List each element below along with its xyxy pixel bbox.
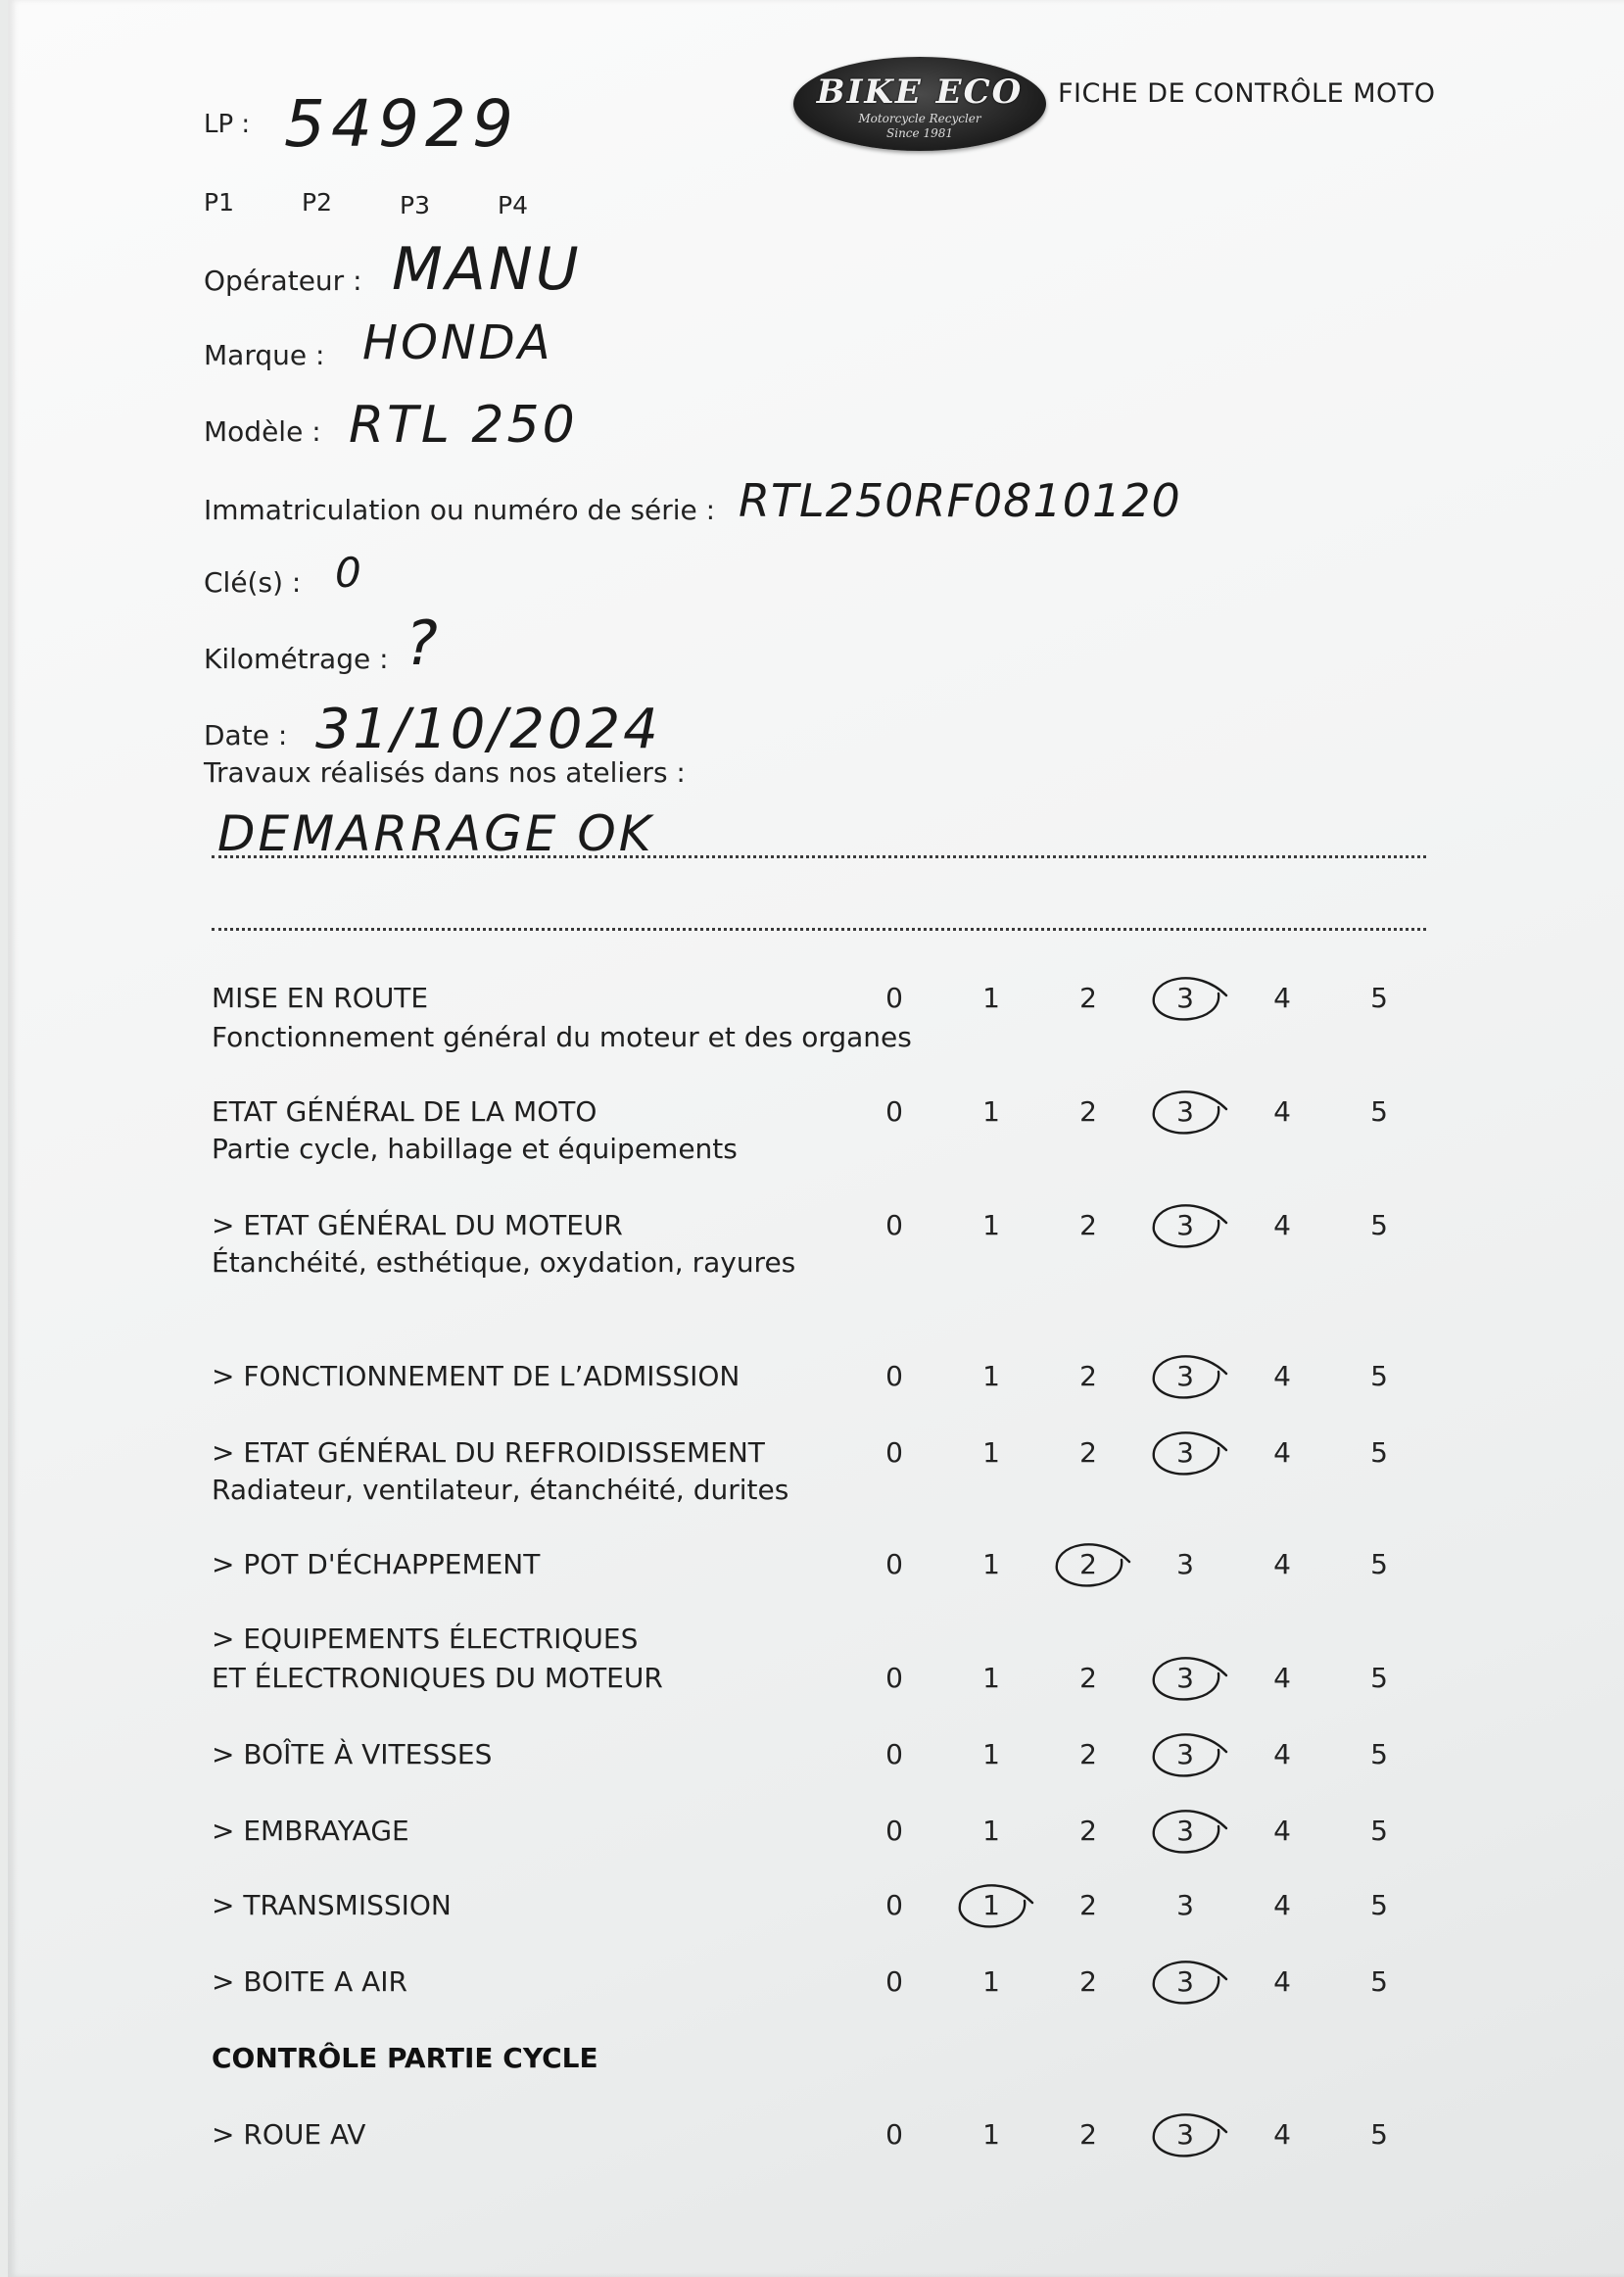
score-item-10-3: 3	[1176, 1965, 1194, 1998]
score-item-0-5: 5	[1370, 982, 1388, 1014]
score-item-2-4: 4	[1273, 1209, 1291, 1241]
score-item-10-4: 4	[1273, 1965, 1291, 1998]
marque-value: HONDA	[362, 315, 553, 370]
score-item-9-1: 1	[982, 1889, 1000, 1921]
score-item-0-2: 2	[1079, 982, 1097, 1014]
item-title-embrayage: > EMBRAYAGE	[212, 1815, 409, 1847]
date-label: Date :	[204, 719, 288, 751]
score-item-7-2: 2	[1079, 1738, 1097, 1770]
score-item-8-1: 1	[982, 1815, 1000, 1847]
score-item-9-3: 3	[1176, 1889, 1194, 1921]
marque-label: Marque :	[204, 339, 325, 371]
kilometrage-value: ?	[406, 607, 441, 679]
score-item-4-1: 1	[982, 1436, 1000, 1469]
score-item-6-2: 2	[1079, 1662, 1097, 1694]
score-item-5-1: 1	[982, 1548, 1000, 1580]
score-item-2-1: 1	[982, 1209, 1000, 1241]
position-p4: P4	[498, 191, 528, 219]
score-item-3-2: 2	[1079, 1360, 1097, 1392]
score-item-8-0: 0	[885, 1815, 903, 1847]
score-cycle-0-4: 4	[1273, 2118, 1291, 2151]
date-value: 31/10/2024	[315, 698, 661, 761]
score-item-6-0: 0	[885, 1662, 903, 1694]
score-item-3-0: 0	[885, 1360, 903, 1392]
score-item-7-4: 4	[1273, 1738, 1291, 1770]
score-item-9-5: 5	[1370, 1889, 1388, 1921]
bike-eco-logo	[793, 57, 1046, 151]
position-p1: P1	[204, 188, 234, 217]
score-item-1-0: 0	[885, 1095, 903, 1128]
score-item-4-2: 2	[1079, 1436, 1097, 1469]
score-item-3-1: 1	[982, 1360, 1000, 1392]
logo-since: Since 1981	[886, 126, 953, 140]
score-item-6-5: 5	[1370, 1662, 1388, 1694]
modele-value: RTL 250	[349, 396, 578, 455]
operateur-label: Opérateur :	[204, 265, 362, 297]
item-sub-refroidissement: Radiateur, ventilateur, étanchéité, durites	[212, 1474, 789, 1506]
form-sheet	[8, 0, 1624, 2277]
score-cycle-0-1: 1	[982, 2118, 1000, 2151]
cles-label: Clé(s) :	[204, 566, 302, 599]
score-item-2-5: 5	[1370, 1209, 1388, 1241]
travaux-label: Travaux réalisés dans nos ateliers :	[204, 756, 686, 789]
item-title-roue-av: > ROUE AV	[212, 2118, 366, 2151]
item-title-mise-en-route: MISE EN ROUTE	[212, 982, 429, 1014]
item-sub-mise-en-route: Fonctionnement général du moteur et des organes	[212, 1021, 912, 1053]
score-item-2-3: 3	[1176, 1209, 1194, 1241]
score-item-2-0: 0	[885, 1209, 903, 1241]
immat-value: RTL250RF0810120	[739, 474, 1181, 527]
score-item-8-5: 5	[1370, 1815, 1388, 1847]
dotted-line-1	[212, 855, 1426, 858]
modele-label: Modèle :	[204, 415, 321, 448]
score-item-1-4: 4	[1273, 1095, 1291, 1128]
section-title-cycle: CONTRÔLE PARTIE CYCLE	[212, 2042, 598, 2074]
score-item-6-4: 4	[1273, 1662, 1291, 1694]
item-title-boite-vitesses: > BOÎTE À VITESSES	[212, 1738, 493, 1770]
lp-label: LP :	[204, 110, 251, 139]
score-item-0-1: 1	[982, 982, 1000, 1014]
score-item-0-4: 4	[1273, 982, 1291, 1014]
score-item-0-0: 0	[885, 982, 903, 1014]
position-p2: P2	[302, 188, 332, 217]
score-item-7-3: 3	[1176, 1738, 1194, 1770]
score-item-0-3: 3	[1176, 982, 1194, 1014]
item-title-etat-moto: ETAT GÉNÉRAL DE LA MOTO	[212, 1095, 597, 1128]
score-cycle-0-5: 5	[1370, 2118, 1388, 2151]
item-sub-equipements: ET ÉLECTRONIQUES DU MOTEUR	[212, 1662, 663, 1694]
page-title: FICHE DE CONTRÔLE MOTO	[1058, 78, 1436, 109]
score-item-5-2: 2	[1079, 1548, 1097, 1580]
dotted-line-2	[212, 928, 1426, 931]
item-title-pot-echappement: > POT D'ÉCHAPPEMENT	[212, 1548, 541, 1580]
item-title-refroidissement: > ETAT GÉNÉRAL DU REFROIDISSEMENT	[212, 1436, 765, 1469]
item-title-boite-air: > BOITE A AIR	[212, 1965, 407, 1998]
score-item-4-0: 0	[885, 1436, 903, 1469]
cles-value: 0	[335, 549, 364, 597]
logo-name: BIKE ECO	[816, 73, 1024, 112]
travaux-value: DEMARRAGE OK	[217, 805, 654, 862]
item-title-transmission: > TRANSMISSION	[212, 1889, 452, 1921]
score-item-1-3: 3	[1176, 1095, 1194, 1128]
item-title-admission: > FONCTIONNEMENT DE L’ADMISSION	[212, 1360, 740, 1392]
lp-value: 54929	[284, 86, 519, 162]
score-item-1-1: 1	[982, 1095, 1000, 1128]
score-item-5-0: 0	[885, 1548, 903, 1580]
score-item-5-4: 4	[1273, 1548, 1291, 1580]
immat-label: Immatriculation ou numéro de série :	[204, 494, 716, 526]
score-cycle-0-2: 2	[1079, 2118, 1097, 2151]
score-item-9-4: 4	[1273, 1889, 1291, 1921]
item-sub-etat-moteur: Étanchéité, esthétique, oxydation, rayures	[212, 1246, 796, 1279]
kilometrage-label: Kilométrage :	[204, 643, 389, 675]
position-p3: P3	[400, 191, 430, 219]
score-item-8-4: 4	[1273, 1815, 1291, 1847]
score-item-7-0: 0	[885, 1738, 903, 1770]
score-item-7-1: 1	[982, 1738, 1000, 1770]
score-item-1-5: 5	[1370, 1095, 1388, 1128]
item-title-equipements: > EQUIPEMENTS ÉLECTRIQUES	[212, 1623, 639, 1655]
score-item-6-1: 1	[982, 1662, 1000, 1694]
score-item-5-5: 5	[1370, 1548, 1388, 1580]
score-item-9-2: 2	[1079, 1889, 1097, 1921]
score-item-9-0: 0	[885, 1889, 903, 1921]
score-item-8-3: 3	[1176, 1815, 1194, 1847]
score-item-10-1: 1	[982, 1965, 1000, 1998]
item-title-etat-moteur: > ETAT GÉNÉRAL DU MOTEUR	[212, 1209, 623, 1241]
score-item-6-3: 3	[1176, 1662, 1194, 1694]
score-item-10-0: 0	[885, 1965, 903, 1998]
score-item-3-3: 3	[1176, 1360, 1194, 1392]
score-item-1-2: 2	[1079, 1095, 1097, 1128]
score-item-5-3: 3	[1176, 1548, 1194, 1580]
score-item-4-3: 3	[1176, 1436, 1194, 1469]
score-cycle-0-0: 0	[885, 2118, 903, 2151]
score-item-4-5: 5	[1370, 1436, 1388, 1469]
score-item-3-5: 5	[1370, 1360, 1388, 1392]
score-item-7-5: 5	[1370, 1738, 1388, 1770]
score-item-8-2: 2	[1079, 1815, 1097, 1847]
score-item-10-5: 5	[1370, 1965, 1388, 1998]
operateur-value: MANU	[392, 235, 582, 304]
logo-tagline: Motorcycle Recycler	[858, 112, 981, 125]
score-item-3-4: 4	[1273, 1360, 1291, 1392]
score-cycle-0-3: 3	[1176, 2118, 1194, 2151]
score-item-10-2: 2	[1079, 1965, 1097, 1998]
score-item-2-2: 2	[1079, 1209, 1097, 1241]
score-item-4-4: 4	[1273, 1436, 1291, 1469]
item-sub-etat-moto: Partie cycle, habillage et équipements	[212, 1133, 738, 1165]
